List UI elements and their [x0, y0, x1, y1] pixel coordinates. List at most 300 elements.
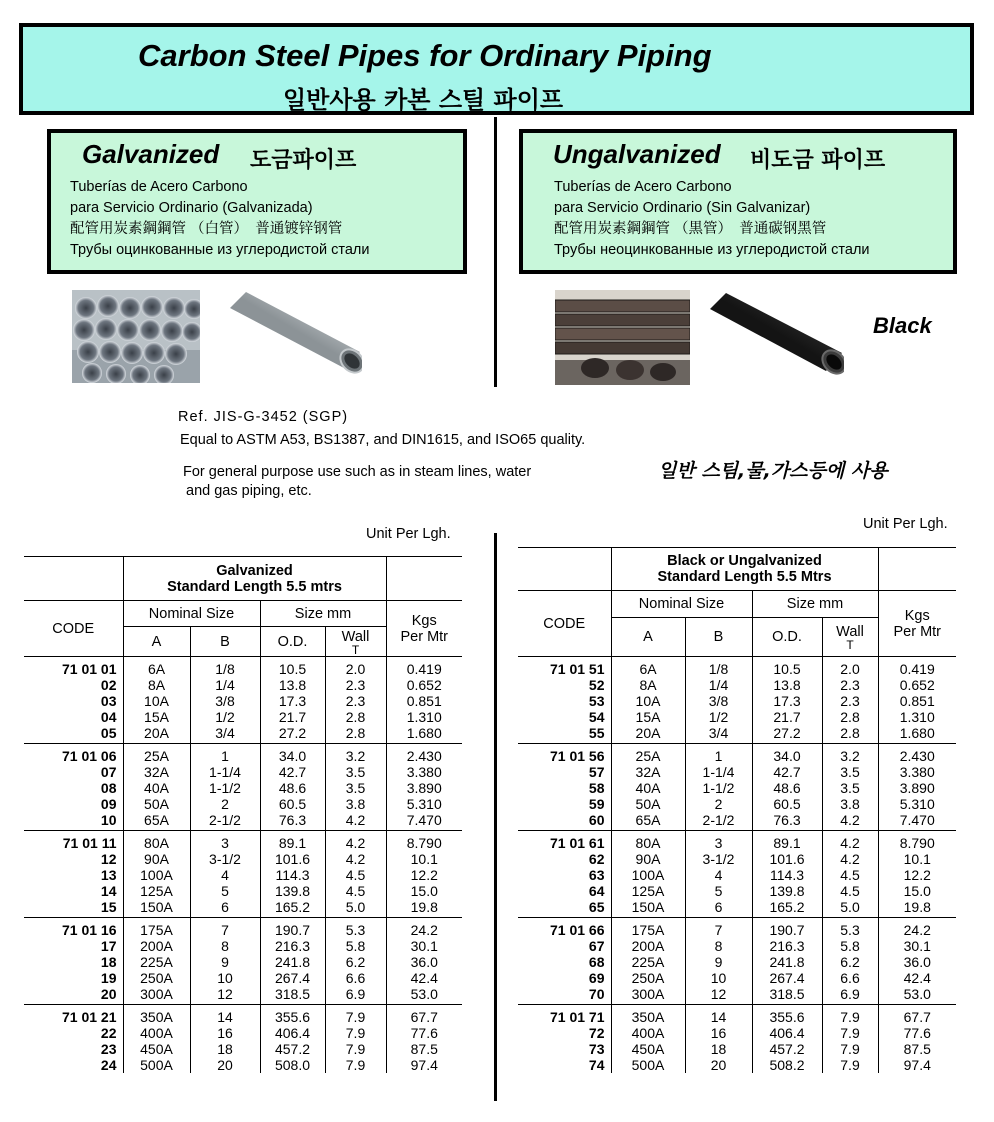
- nominal-b-cell: 2-1/2: [685, 812, 752, 831]
- kgs-cell: 87.5: [410, 1041, 438, 1057]
- galvanized-pipe-stack-photo: [72, 290, 200, 383]
- nominal-a-cell: 100A: [611, 867, 685, 883]
- nominal-a-cell: 6A: [123, 657, 190, 678]
- wall-cell: 7.9: [325, 1041, 386, 1057]
- code-cell: 12: [100, 851, 117, 867]
- kgs-header: [386, 601, 462, 657]
- od-cell: 190.7: [752, 918, 822, 939]
- nominal-a-cell: 80A: [611, 831, 685, 852]
- kgs-header-line: Per Mtr: [893, 623, 942, 640]
- table-row: [24, 764, 462, 780]
- galvanized-title-korean: 도금파이프: [250, 148, 357, 173]
- table-row: [24, 899, 462, 918]
- wall-header-line: Wall: [836, 624, 864, 640]
- code-cell: 09: [100, 796, 117, 812]
- nominal-a-cell: 225A: [123, 954, 190, 970]
- od-cell: 457.2: [752, 1041, 822, 1057]
- col-wall-header: [822, 618, 878, 657]
- od-cell: 114.3: [260, 867, 325, 883]
- code-cell: 58: [588, 780, 605, 796]
- nominal-a-cell: 50A: [611, 796, 685, 812]
- wall-cell: 3.8: [822, 796, 878, 812]
- nominal-a-cell: 175A: [123, 918, 190, 939]
- wall-cell: 4.2: [325, 812, 386, 831]
- nominal-a-cell: 400A: [123, 1025, 190, 1041]
- od-cell: 48.6: [260, 780, 325, 796]
- wall-cell: 2.8: [822, 725, 878, 744]
- purpose-note-line-1: For general purpose use such as in steam lines, water: [183, 464, 532, 480]
- kgs-cell: 5.310: [406, 796, 442, 812]
- table-row: [24, 812, 462, 831]
- od-cell: 10.5: [260, 657, 325, 678]
- nominal-b-cell: 1-1/4: [685, 764, 752, 780]
- od-cell: 114.3: [752, 867, 822, 883]
- wall-cell: 3.5: [822, 764, 878, 780]
- kgs-cell: 3.890: [899, 780, 935, 796]
- nominal-b-cell: 18: [685, 1041, 752, 1057]
- od-cell: 27.2: [752, 725, 822, 744]
- kgs-header: [878, 591, 956, 657]
- code-cell: 64: [588, 883, 605, 899]
- wall-cell: 2.3: [822, 677, 878, 693]
- kgs-cell: 12.2: [903, 867, 931, 883]
- kgs-cell: 0.419: [899, 661, 935, 677]
- table-header: [123, 557, 386, 601]
- wall-cell: 2.8: [325, 709, 386, 725]
- code-cell: 15: [24, 899, 123, 918]
- nominal-a-cell: 150A: [611, 899, 685, 918]
- nominal-b-cell: 1: [685, 744, 752, 765]
- wall-cell: 5.3: [822, 918, 878, 939]
- col-od-header: O.D.: [752, 618, 822, 657]
- purpose-note-line-2: and gas piping, etc.: [186, 483, 312, 499]
- table-row: [24, 725, 462, 744]
- wall-cell: 2.0: [325, 657, 386, 678]
- nominal-b-cell: 10: [685, 970, 752, 986]
- od-cell: 34.0: [752, 744, 822, 765]
- nominal-b-cell: 2-1/2: [190, 812, 260, 831]
- nominal-a-cell: 25A: [123, 744, 190, 765]
- code-cell: 53: [588, 693, 605, 709]
- code-cell: 71 01 06: [62, 748, 117, 764]
- nominal-a-cell: 500A: [123, 1057, 190, 1073]
- col-a-header: A: [611, 618, 685, 657]
- table-row: [518, 867, 956, 883]
- nominal-b-cell: 16: [190, 1025, 260, 1041]
- od-cell: 13.8: [752, 677, 822, 693]
- code-cell: 08: [100, 780, 117, 796]
- code-cell: 54: [588, 709, 605, 725]
- nominal-a-cell: 300A: [611, 986, 685, 1005]
- table-row: [24, 851, 462, 867]
- kgs-cell: 19.8: [878, 899, 956, 918]
- kgs-cell: 30.1: [410, 938, 438, 954]
- nominal-b-cell: 14: [190, 1005, 260, 1026]
- nominal-b-cell: 3/8: [685, 693, 752, 709]
- kgs-header-line: Per Mtr: [400, 628, 449, 645]
- wall-cell: 2.8: [822, 709, 878, 725]
- table-header: [611, 548, 878, 591]
- nominal-a-cell: 40A: [611, 780, 685, 796]
- code-cell: 67: [588, 938, 605, 954]
- kgs-cell: 1.310: [899, 709, 935, 725]
- nominal-a-cell: 125A: [611, 883, 685, 899]
- ungalvanized-pipe-stack-photo: [555, 290, 690, 385]
- nominal-b-cell: 1/2: [685, 709, 752, 725]
- nominal-a-cell: 225A: [611, 954, 685, 970]
- table-row: [518, 970, 956, 986]
- od-cell: 241.8: [752, 954, 822, 970]
- od-cell: 17.3: [752, 693, 822, 709]
- col-wall-header: [325, 627, 386, 657]
- kgs-cell: 8.790: [899, 835, 935, 851]
- left-unit-label: Unit Per Lgh.: [366, 526, 451, 542]
- kgs-cell: 42.4: [903, 970, 931, 986]
- code-cell: 20: [24, 986, 123, 1005]
- table-row: [24, 938, 462, 954]
- table-row: [518, 709, 956, 725]
- right-unit-label: Unit Per Lgh.: [863, 516, 948, 532]
- nominal-b-cell: 10: [190, 970, 260, 986]
- table-header-line: Galvanized: [216, 562, 293, 579]
- description-line: Трубы оцинкованные из углеродистой стали: [70, 242, 370, 258]
- kgs-cell: 7.470: [386, 812, 462, 831]
- nominal-b-cell: 3/8: [190, 693, 260, 709]
- kgs-cell: 24.2: [903, 922, 931, 938]
- od-cell: 13.8: [260, 677, 325, 693]
- code-cell: 60: [518, 812, 611, 831]
- nominal-size-header: Nominal Size: [123, 601, 260, 627]
- wall-cell: 5.0: [822, 899, 878, 918]
- od-cell: 21.7: [260, 709, 325, 725]
- table-row: [24, 796, 462, 812]
- nominal-a-cell: 32A: [611, 764, 685, 780]
- nominal-a-cell: 100A: [123, 867, 190, 883]
- reference-standard: Ref. JIS-G-3452 (SGP): [178, 409, 349, 425]
- table-row: [518, 954, 956, 970]
- kgs-cell: 19.8: [386, 899, 462, 918]
- nominal-a-cell: 50A: [123, 796, 190, 812]
- table-row: [24, 709, 462, 725]
- nominal-b-cell: 3: [190, 831, 260, 852]
- kgs-cell: 2.430: [899, 748, 935, 764]
- nominal-b-cell: 1-1/4: [190, 764, 260, 780]
- od-cell: 267.4: [260, 970, 325, 986]
- kgs-cell: 2.430: [406, 748, 442, 764]
- nominal-a-cell: 10A: [611, 693, 685, 709]
- table-row: [518, 764, 956, 780]
- purpose-note-korean: 일반 스팀,물,가스등에 사용: [658, 460, 888, 482]
- code-cell: 71 01 01: [62, 661, 117, 677]
- kgs-header-line: Kgs: [904, 607, 930, 624]
- code-cell: 71 01 61: [550, 835, 605, 851]
- kgs-cell: 0.652: [406, 677, 442, 693]
- od-cell: 89.1: [260, 831, 325, 852]
- wall-cell: 5.0: [325, 899, 386, 918]
- code-cell: 69: [588, 970, 605, 986]
- nominal-a-cell: 400A: [611, 1025, 685, 1041]
- table-row: [24, 1041, 462, 1057]
- table-row: [24, 883, 462, 899]
- nominal-b-cell: 7: [190, 918, 260, 939]
- wall-cell: 4.5: [325, 883, 386, 899]
- od-cell: 139.8: [752, 883, 822, 899]
- black-label: Black: [873, 313, 932, 338]
- od-cell: 267.4: [752, 970, 822, 986]
- od-cell: 355.6: [260, 1005, 325, 1026]
- table-row: [518, 812, 956, 831]
- size-mm-header: Size mm: [260, 601, 386, 627]
- nominal-b-cell: 4: [190, 867, 260, 883]
- code-cell: 23: [100, 1041, 117, 1057]
- od-cell: 355.6: [752, 1005, 822, 1026]
- galvanized-description: [70, 177, 369, 261]
- code-cell: 68: [588, 954, 605, 970]
- od-cell: 318.5: [260, 986, 325, 1005]
- od-cell: 42.7: [260, 764, 325, 780]
- nominal-a-cell: 32A: [123, 764, 190, 780]
- nominal-b-cell: 20: [685, 1057, 752, 1073]
- kgs-cell: 77.6: [903, 1025, 931, 1041]
- kgs-cell: 97.4: [903, 1057, 931, 1073]
- table-row: [518, 918, 956, 939]
- wall-cell: 6.9: [325, 986, 386, 1005]
- nominal-b-cell: 12: [190, 986, 260, 1005]
- od-cell: 101.6: [752, 851, 822, 867]
- wall-cell: 3.8: [325, 796, 386, 812]
- wall-cell: 4.2: [325, 831, 386, 852]
- nominal-b-cell: 20: [190, 1057, 260, 1073]
- code-cell: 74: [588, 1057, 605, 1073]
- table-header-line: Standard Length 5.5 mtrs: [167, 578, 342, 595]
- code-cell: 18: [100, 954, 117, 970]
- size-mm-header: Size mm: [752, 591, 878, 618]
- code-cell: 13: [100, 867, 117, 883]
- nominal-a-cell: 450A: [123, 1041, 190, 1057]
- kgs-cell: 67.7: [410, 1009, 438, 1025]
- code-cell: 70: [518, 986, 611, 1005]
- od-cell: 508.0: [260, 1057, 325, 1073]
- table-row: [24, 1005, 462, 1026]
- ungalvanized-spec-table: [518, 547, 956, 1073]
- description-line: Трубы неоцинкованные из углеродистой стали: [554, 242, 870, 258]
- code-cell: 71 01 16: [62, 922, 117, 938]
- wall-cell: 7.9: [325, 1057, 386, 1073]
- wall-cell: 6.6: [822, 970, 878, 986]
- wall-cell: 7.9: [325, 1005, 386, 1026]
- nominal-b-cell: 3-1/2: [685, 851, 752, 867]
- code-cell: 65: [518, 899, 611, 918]
- od-cell: 60.5: [260, 796, 325, 812]
- table-row: [518, 1041, 956, 1057]
- table-row: [24, 744, 462, 765]
- table-header-line: Standard Length 5.5 Mtrs: [657, 569, 832, 585]
- kgs-cell: 53.0: [878, 986, 956, 1005]
- black-pipe-photo: [708, 291, 844, 383]
- nominal-a-cell: 40A: [123, 780, 190, 796]
- od-cell: 60.5: [752, 796, 822, 812]
- wall-cell: 5.8: [822, 938, 878, 954]
- nominal-b-cell: 1-1/2: [685, 780, 752, 796]
- description-line: para Servicio Ordinario (Galvanizada): [70, 200, 313, 216]
- nominal-b-cell: 8: [685, 938, 752, 954]
- nominal-a-cell: 200A: [611, 938, 685, 954]
- nominal-a-cell: 15A: [611, 709, 685, 725]
- nominal-size-header: Nominal Size: [611, 591, 752, 618]
- kgs-cell: 87.5: [903, 1041, 931, 1057]
- wall-cell: 4.2: [822, 851, 878, 867]
- nominal-b-cell: 1/2: [190, 709, 260, 725]
- nominal-b-cell: 3/4: [190, 725, 260, 744]
- nominal-a-cell: 125A: [123, 883, 190, 899]
- nominal-b-cell: 1: [190, 744, 260, 765]
- code-cell: 14: [100, 883, 117, 899]
- wall-cell: 4.2: [325, 851, 386, 867]
- od-cell: 76.3: [260, 812, 325, 831]
- wall-cell: 7.9: [822, 1057, 878, 1073]
- table-row: [518, 1005, 956, 1026]
- nominal-b-cell: 5: [685, 883, 752, 899]
- wall-cell: 6.2: [822, 954, 878, 970]
- kgs-cell: 8.790: [406, 835, 442, 851]
- code-cell: 03: [100, 693, 117, 709]
- wall-header-line: Wall: [341, 628, 370, 645]
- nominal-b-cell: 7: [685, 918, 752, 939]
- kgs-cell: 1.310: [406, 709, 442, 725]
- code-cell: 62: [588, 851, 605, 867]
- kgs-cell: 1.680: [878, 725, 956, 744]
- nominal-b-cell: 3-1/2: [190, 851, 260, 867]
- wall-cell: 6.2: [325, 954, 386, 970]
- table-header-line: Black or Ungalvanized: [667, 553, 822, 569]
- kgs-cell: 0.851: [899, 693, 935, 709]
- table-row: [518, 1025, 956, 1041]
- od-cell: 89.1: [752, 831, 822, 852]
- code-cell: 71 01 11: [62, 835, 117, 851]
- table-row: [24, 780, 462, 796]
- nominal-a-cell: 8A: [611, 677, 685, 693]
- kgs-cell: 1.680: [386, 725, 462, 744]
- code-header: CODE: [24, 601, 123, 657]
- code-cell: 57: [588, 764, 605, 780]
- wall-cell: 5.3: [325, 918, 386, 939]
- table-row: [518, 1057, 956, 1073]
- code-cell: 22: [100, 1025, 117, 1041]
- nominal-b-cell: 2: [190, 796, 260, 812]
- nominal-a-cell: 350A: [123, 1005, 190, 1026]
- wall-cell: 7.9: [822, 1041, 878, 1057]
- wall-t-header: T: [351, 642, 360, 657]
- kgs-cell: 10.1: [903, 851, 931, 867]
- nominal-b-cell: 18: [190, 1041, 260, 1057]
- kgs-cell: 10.1: [410, 851, 438, 867]
- nominal-b-cell: 16: [685, 1025, 752, 1041]
- ungalvanized-description: [554, 177, 870, 261]
- nominal-b-cell: 4: [685, 867, 752, 883]
- table-row: [518, 986, 956, 1005]
- wall-cell: 4.5: [822, 867, 878, 883]
- col-a-header: A: [123, 627, 190, 657]
- table-row: [518, 677, 956, 693]
- col-b-header: B: [685, 618, 752, 657]
- nominal-a-cell: 25A: [611, 744, 685, 765]
- nominal-a-cell: 300A: [123, 986, 190, 1005]
- nominal-a-cell: 65A: [611, 812, 685, 831]
- table-row: [24, 657, 462, 678]
- wall-cell: 2.3: [822, 693, 878, 709]
- table-row: [518, 796, 956, 812]
- code-cell: 73: [588, 1041, 605, 1057]
- kgs-cell: 30.1: [903, 938, 931, 954]
- nominal-b-cell: 3: [685, 831, 752, 852]
- kgs-cell: 0.652: [899, 677, 935, 693]
- od-cell: 508.2: [752, 1057, 822, 1073]
- kgs-cell: 5.310: [899, 796, 935, 812]
- equivalent-standards: Equal to ASTM A53, BS1387, and DIN1615, and ISO65 quality.: [180, 432, 586, 448]
- table-row: [518, 938, 956, 954]
- nominal-a-cell: 250A: [123, 970, 190, 986]
- code-cell: 17: [100, 938, 117, 954]
- nominal-a-cell: 175A: [611, 918, 685, 939]
- wall-cell: 2.8: [325, 725, 386, 744]
- od-cell: 76.3: [752, 812, 822, 831]
- table-row: [518, 899, 956, 918]
- nominal-b-cell: 9: [685, 954, 752, 970]
- col-od-header: O.D.: [260, 627, 325, 657]
- od-cell: 241.8: [260, 954, 325, 970]
- wall-cell: 7.9: [822, 1005, 878, 1026]
- kgs-cell: 15.0: [903, 883, 931, 899]
- kgs-cell: 36.0: [410, 954, 438, 970]
- ungalvanized-title-korean: 비도금 파이프: [750, 148, 886, 173]
- od-cell: 318.5: [752, 986, 822, 1005]
- table-row: [24, 986, 462, 1005]
- table-row: [518, 780, 956, 796]
- wall-cell: 4.5: [325, 867, 386, 883]
- wall-cell: 3.5: [325, 764, 386, 780]
- galvanized-table-body: [24, 657, 462, 1074]
- code-cell: 59: [588, 796, 605, 812]
- od-cell: 165.2: [752, 899, 822, 918]
- code-cell: 07: [100, 764, 117, 780]
- description-line: Tuberías de Acero Carbono: [70, 179, 248, 195]
- code-cell: 63: [588, 867, 605, 883]
- kgs-cell: 36.0: [903, 954, 931, 970]
- code-header: CODE: [518, 591, 611, 657]
- nominal-b-cell: 3/4: [685, 725, 752, 744]
- nominal-b-cell: 8: [190, 938, 260, 954]
- nominal-a-cell: 450A: [611, 1041, 685, 1057]
- galvanized-spec-table: [24, 556, 462, 1073]
- nominal-a-cell: 200A: [123, 938, 190, 954]
- code-cell: 10: [24, 812, 123, 831]
- nominal-a-cell: 8A: [123, 677, 190, 693]
- kgs-cell: 12.2: [410, 867, 438, 883]
- wall-cell: 2.0: [822, 657, 878, 678]
- nominal-b-cell: 12: [685, 986, 752, 1005]
- wall-cell: 2.3: [325, 677, 386, 693]
- nominal-a-cell: 6A: [611, 657, 685, 678]
- wall-t-header: T: [846, 638, 854, 652]
- code-cell: 71 01 56: [550, 748, 605, 764]
- nominal-b-cell: 9: [190, 954, 260, 970]
- kgs-cell: 67.7: [903, 1009, 931, 1025]
- wall-cell: 4.5: [822, 883, 878, 899]
- description-line: 配管用炭素鋼鋼管 （黒管） 普通碳钢黑管: [554, 221, 827, 237]
- code-cell: 71 01 21: [62, 1009, 117, 1025]
- nominal-b-cell: 1/4: [190, 677, 260, 693]
- table-row: [518, 657, 956, 678]
